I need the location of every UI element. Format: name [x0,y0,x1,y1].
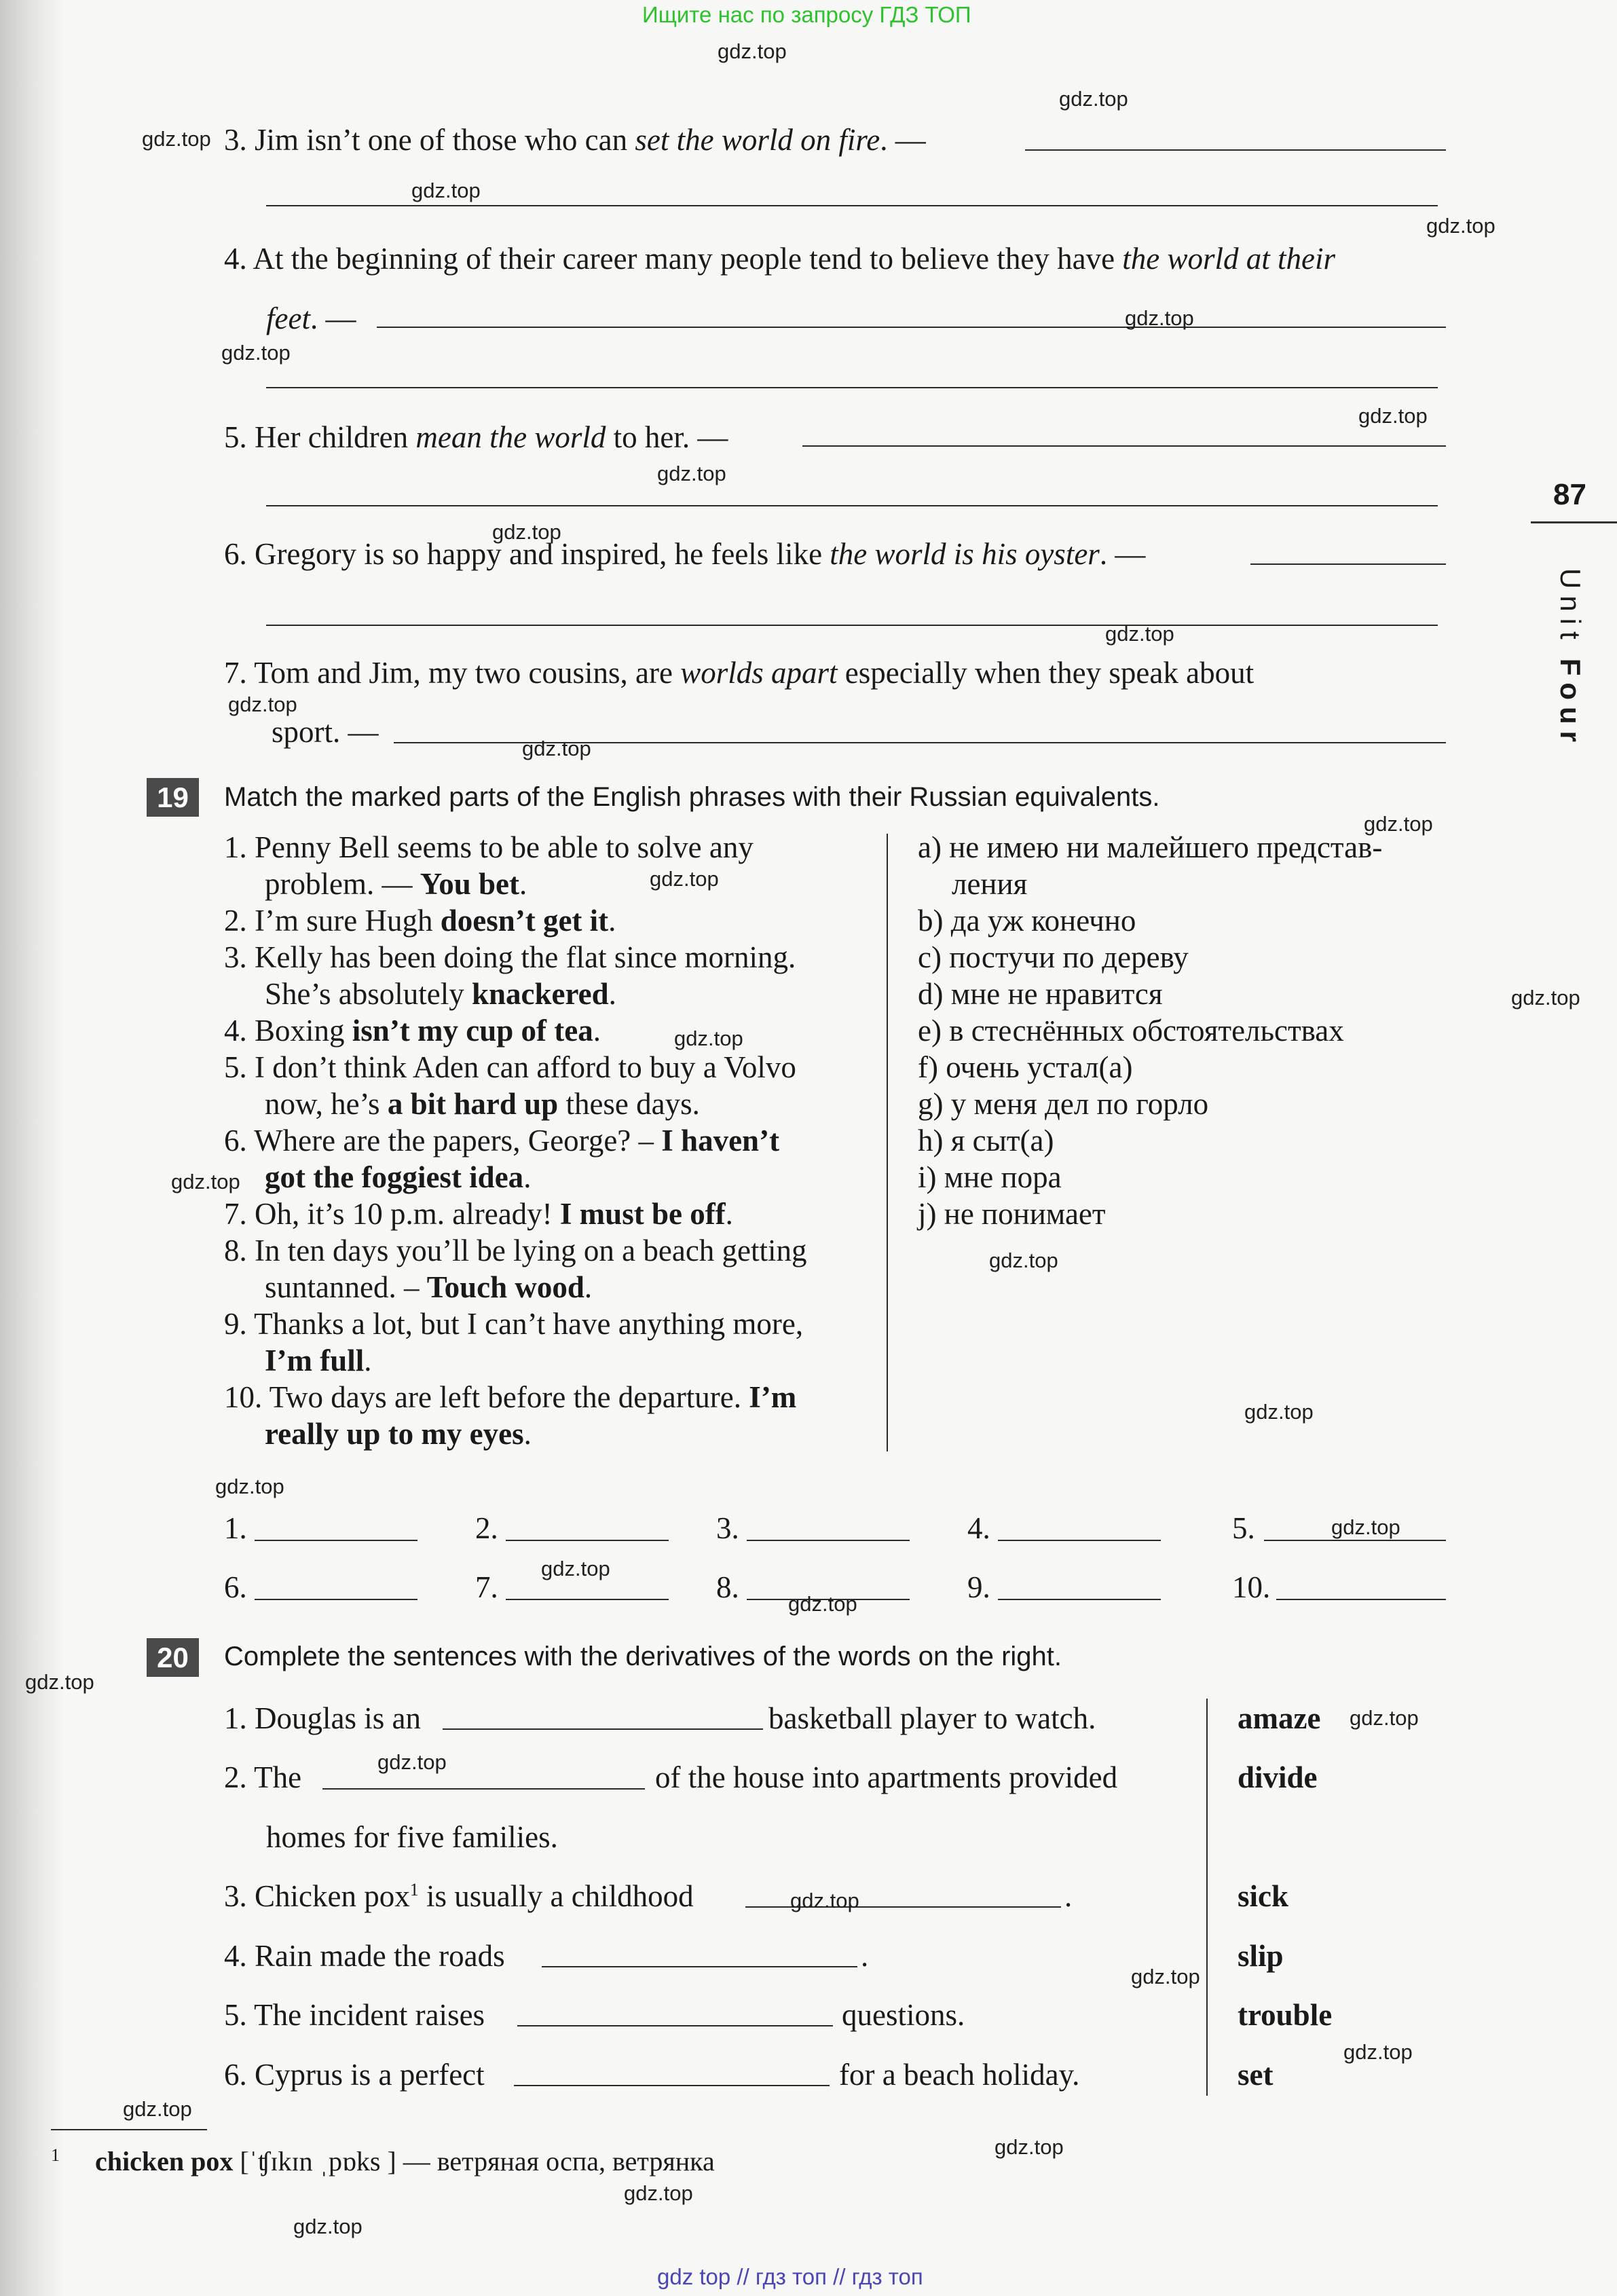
answer-line[interactable] [802,445,1446,447]
ex19-equivalent-line: c) постучи по дереву [918,940,1189,974]
ex19-equivalent-line: e) в стеснённых обстоятельствах [918,1014,1344,1048]
ex20-item-2-end: of the house into apartments provided [655,1760,1118,1794]
answer-line[interactable] [443,1728,763,1730]
ex20-item-1: 1. Douglas is an [224,1701,421,1735]
page-number-rule [1531,521,1617,523]
ex19-phrase-line: 9. Thanks a lot, but I can’t have anything more, [224,1307,804,1341]
ex19-equivalent-line: a) не имею ни малейшего представ- [918,830,1383,864]
watermark: gdz.top [123,2097,192,2121]
watermark: gdz.top [228,692,297,716]
watermark: gdz.top [1364,812,1433,836]
watermark: gdz.top [25,1670,94,1694]
ex20-item-6: 6. Cyprus is a perfect [224,2058,485,2092]
unit-tab [1550,557,1591,760]
ex19-phrase-line: 6. Where are the papers, George? – I haven’t [224,1124,780,1158]
unit-name: Four [1555,658,1586,749]
answer-label: 9. [967,1570,990,1604]
watermark: gdz.top [411,179,481,202]
ex20-number: 20 [147,1638,199,1677]
scan-page-edge [0,0,64,2296]
watermark: gdz.top [1426,214,1495,238]
answer-line[interactable] [266,205,1438,206]
answer-line[interactable] [1025,149,1446,151]
watermark: gdz.top [1350,1706,1419,1730]
ex20-word: set [1238,2058,1274,2092]
ex19-phrase-line: really up to my eyes. [265,1417,532,1451]
ex19-phrase-line: 5. I don’t think Aden can afford to buy a Volvo [224,1050,796,1084]
answer-line[interactable] [266,505,1438,506]
ex20-word: slip [1238,1939,1284,1973]
answer-label: 2. [475,1511,498,1545]
ex19-phrase-line: 8. In ten days you’ll be lying on a beach getting [224,1234,807,1267]
watermark: gdz.top [718,39,787,63]
answer-line[interactable] [517,2025,833,2026]
ex19-phrase-line: I’m full. [265,1344,372,1377]
ex20-item-4-end: . [861,1939,869,1973]
ex19-phrase-line: suntanned. – Touch wood. [265,1270,593,1304]
watermark: gdz.top [522,737,591,760]
watermark: gdz.top [1511,986,1580,1010]
answer-line[interactable] [1276,1599,1446,1600]
answer-label: 3. [716,1511,739,1545]
ex20-item-2-cont: homes for five families. [266,1820,558,1854]
ex19-equivalent-line: d) мне не нравится [918,977,1163,1011]
ex19-equivalent-line: j) не понимает [918,1197,1106,1231]
ex19-equivalent-line: h) я сыт(а) [918,1124,1054,1158]
ex19-phrase-line: 3. Kelly has been doing the flat since morning. [224,940,796,974]
footnote: chicken pox [ˈʧɪkɪn ˌpɒks ] — ветряная оспа, ветрянка [95,2146,715,2177]
answer-line[interactable] [322,1788,645,1790]
ex18-item-3: 3. Jim isn’t one of those who can set the world on fire. — [224,123,926,157]
watermark: gdz.top [1343,2040,1413,2064]
answer-line[interactable] [377,327,1446,328]
watermark: gdz.top [492,520,561,544]
ex19-phrase-line: 4. Boxing isn’t my cup of tea. [224,1014,601,1048]
watermark: gdz.top [1105,622,1174,646]
watermark: gdz.top [989,1248,1058,1272]
answer-line[interactable] [998,1599,1161,1600]
ex20-item-3-end: . [1064,1879,1073,1913]
watermark: gdz.top [142,127,211,151]
ex20-item-4: 4. Rain made the roads [224,1939,505,1973]
watermark: gdz.top [215,1475,284,1498]
answer-label: 4. [967,1511,990,1545]
answer-line[interactable] [1264,1540,1446,1541]
watermark: gdz.top [995,2135,1064,2159]
watermark: gdz.top [293,2215,363,2238]
ex19-equivalent-line: f) очень устал(а) [918,1050,1133,1084]
ex19-number: 19 [147,778,199,817]
watermark: gdz.top [1131,1965,1200,1988]
ex20-word: sick [1238,1879,1289,1913]
ex20-title: Complete the sentences with the derivatives of the words on the right. [224,1642,1062,1671]
watermark: gdz.top [650,867,719,891]
footnote-rule [51,2129,207,2130]
ex19-phrase-line: 10. Two days are left before the departure. I’m [224,1380,797,1414]
ex19-phrase-line: She’s absolutely knackered. [265,977,616,1011]
answer-label: 6. [224,1570,247,1604]
ex19-equivalent-line: b) да уж конечно [918,904,1136,938]
watermark: gdz.top [790,1889,859,1912]
unit-label: Unit [1555,568,1586,646]
watermark: gdz.top [377,1750,447,1774]
answer-label: 1. [224,1511,247,1545]
ex20-item-5: 5. The incident raises [224,1998,485,2032]
watermark: gdz.top [171,1170,240,1193]
ex20-item-3: 3. Chicken pox$^1$ is usually a childhood [224,1879,694,1913]
watermark: gdz.top [674,1026,743,1050]
ex19-phrase-line: problem. — You bet. [265,867,527,901]
ex19-title: Match the marked parts of the English phrases with their Russian equivalents. [224,782,1160,812]
answer-line[interactable] [998,1540,1161,1541]
footnote-mark: 1 [51,2145,60,2165]
ex19-phrase-line: got the foggiest idea. [265,1160,532,1194]
answer-line[interactable] [1250,563,1446,565]
watermark: gdz.top [1244,1400,1314,1424]
watermark: gdz.top [1059,87,1128,111]
answer-label: 8. [716,1570,739,1604]
ex18-item-4-cont: feet. — [266,301,356,335]
answer-line[interactable] [266,625,1438,626]
ex18-item-7-cont: sport. — [272,715,379,749]
ex20-word: divide [1238,1760,1318,1794]
watermark: gdz.top [1358,404,1428,428]
ex19-phrase-line: 2. I’m sure Hugh doesn’t get it. [224,904,616,938]
ex20-item-1-end: basketball player to watch. [768,1701,1096,1735]
answer-line[interactable] [747,1540,910,1541]
ex20-word: trouble [1238,1998,1333,2032]
answer-line[interactable] [514,2085,830,2086]
ex19-phrase-line: now, he’s a bit hard up these days. [265,1087,700,1121]
answer-line[interactable] [255,1540,417,1541]
watermark: gdz.top [1331,1515,1400,1539]
ex20-word: amaze [1238,1701,1321,1735]
watermark: gdz.top [221,341,291,365]
answer-line[interactable] [542,1966,857,1967]
answer-line[interactable] [506,1540,669,1541]
top-banner[interactable]: Ищите нас по запросу ГДЗ ТОП [642,2,971,27]
answer-line[interactable] [266,387,1438,388]
ex19-equivalent-line: ления [952,867,1028,901]
answer-line[interactable] [255,1599,417,1600]
ex19-phrase-line: 7. Oh, it’s 10 p.m. already! I must be off. [224,1197,733,1231]
ex19-equivalent-line: i) мне пора [918,1160,1062,1194]
page-number: 87 [1553,478,1586,511]
watermark: gdz.top [624,2181,693,2205]
column-divider [887,834,888,1451]
answer-label: 5. [1232,1511,1255,1545]
ex19-equivalent-line: g) у меня дел по горло [918,1087,1209,1121]
ex20-item-2: 2. The [224,1760,302,1794]
bottom-banner[interactable]: gdz top // гдз топ // гдз топ [657,2264,923,2289]
watermark: gdz.top [657,462,726,485]
ex20-item-5-end: questions. [842,1998,965,2032]
column-divider [1206,1699,1208,2096]
ex20-item-6-end: for a beach holiday. [839,2058,1080,2092]
answer-line[interactable] [506,1599,669,1600]
ex19-phrase-line: 1. Penny Bell seems to be able to solve any [224,830,754,864]
ex18-item-5: 5. Her children mean the world to her. — [224,420,728,454]
watermark: gdz.top [541,1557,610,1580]
ex18-item-4: 4. At the beginning of their career many people tend to believe they have the world at their [224,242,1336,276]
ex18-item-6: 6. Gregory is so happy and inspired, he feels like the world is his oyster. — [224,537,1146,571]
watermark: gdz.top [1125,306,1194,330]
watermark: gdz.top [788,1592,857,1616]
ex18-item-7: 7. Tom and Jim, my two cousins, are worlds apart especially when they speak about [224,656,1254,690]
answer-label: 10. [1232,1570,1271,1604]
answer-label: 7. [475,1570,498,1604]
